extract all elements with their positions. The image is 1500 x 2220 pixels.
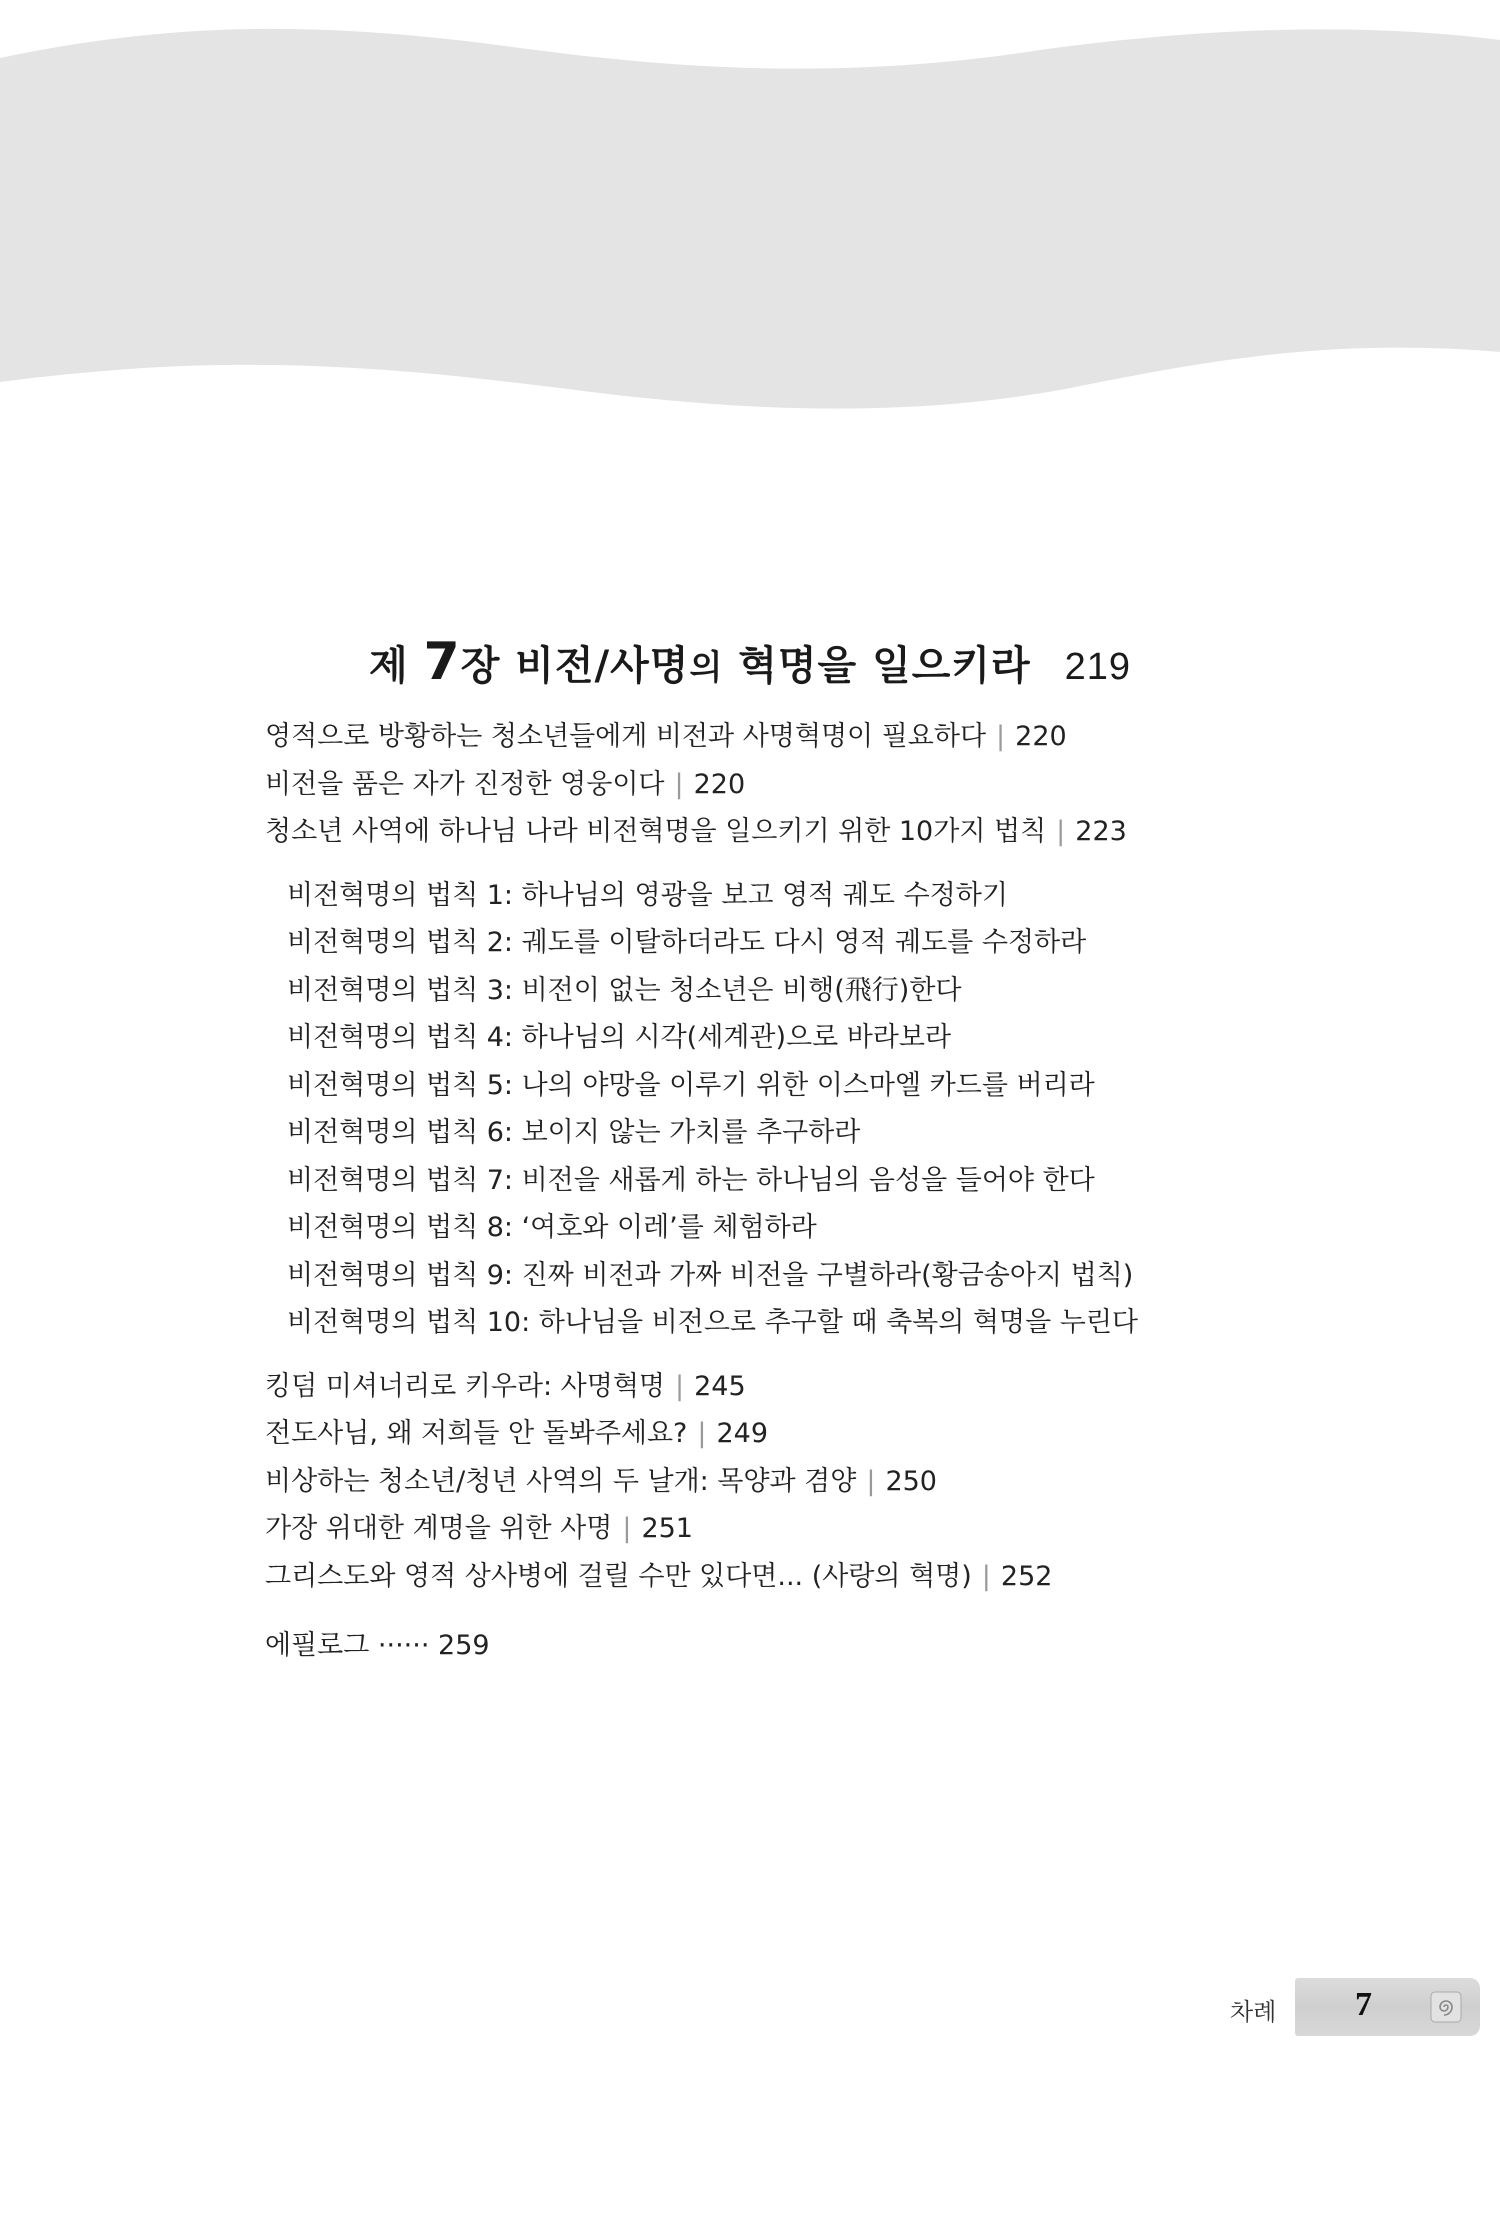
epilogue-page: 259 xyxy=(438,1630,490,1661)
toc-entry-page: 252 xyxy=(1000,1560,1053,1592)
footer-section-label: 차례 xyxy=(1230,1998,1277,2026)
toc-entry-page: 251 xyxy=(641,1513,693,1544)
toc-entry-title: 청소년 사역에 하나님 나라 비전혁명을 일으키기 위한 10가지 법칙 xyxy=(265,816,1047,847)
toc-subentry[interactable]: 비전혁명의 법칙 1: 하나님의 영광을 보고 영적 궤도 수정하기 xyxy=(287,879,1008,911)
toc-epilogue[interactable] xyxy=(265,1622,1265,1670)
toc-subentry[interactable]: 비전혁명의 법칙 5: 나의 야망을 이루기 위한 이스마엘 카드를 버리라 xyxy=(287,1069,1095,1101)
table-of-contents xyxy=(265,713,1265,1670)
toc-entry-title: 그리스도와 영적 상사병에 걸릴 수만 있다면... (사랑의 혁명) xyxy=(265,1560,972,1592)
page-separator: | xyxy=(697,1418,707,1449)
page-number-tab xyxy=(1295,1978,1480,2036)
toc-subentry[interactable]: 비전혁명의 법칙 8: ‘여호와 이레’를 체험하라 xyxy=(287,1212,817,1243)
page-number: 7 xyxy=(1355,1986,1372,2023)
toc-entry[interactable] xyxy=(265,1363,1265,1411)
toc-entry-page: 220 xyxy=(693,768,746,800)
swirl-icon xyxy=(1430,1991,1462,2023)
toc-subentry[interactable]: 비전혁명의 법칙 3: 비전이 없는 청소년은 비행(飛行)한다 xyxy=(287,974,962,1006)
chapter-title xyxy=(0,632,1500,692)
toc-entry-page: 249 xyxy=(716,1418,769,1449)
toc-entry-title: 비전을 품은 자가 진정한 영웅이다 xyxy=(265,768,665,800)
chapter-page: 219 xyxy=(1064,645,1132,688)
toc-entry-title: 킹덤 미셔너리로 키우라: 사명혁명 xyxy=(265,1370,665,1402)
page-separator: | xyxy=(674,768,684,800)
chapter-prefix: 제 xyxy=(368,642,409,689)
toc-subentry[interactable]: 비전혁명의 법칙 7: 비전을 새롭게 하는 하나님의 음성을 들어야 한다 xyxy=(287,1164,1095,1196)
toc-entry[interactable] xyxy=(265,1410,1265,1458)
chapter-title-part2: 의 xyxy=(689,647,724,688)
chapter-number: 7 xyxy=(423,631,461,692)
page-separator: | xyxy=(1056,816,1066,847)
page-separator: | xyxy=(996,721,1006,752)
chapter-title-part3: 혁명을 일으키라 xyxy=(723,642,1031,689)
toc-entry-title: 전도사님, 왜 저희들 안 돌봐주세요? xyxy=(265,1418,688,1449)
toc-entry-page: 250 xyxy=(885,1465,937,1497)
toc-entry-title: 비상하는 청소년/청년 사역의 두 날개: 목양과 겸양 xyxy=(265,1465,857,1497)
toc-subentry[interactable]: 비전혁명의 법칙 4: 하나님의 시각(세계관)으로 바라보라 xyxy=(287,1022,952,1053)
spacer xyxy=(265,1347,1265,1363)
header-wave-decoration xyxy=(0,0,1500,430)
toc-subentry[interactable]: 비전혁명의 법칙 10: 하나님을 비전으로 추구할 때 축복의 혁명을 누린다 xyxy=(287,1307,1138,1338)
toc-entry[interactable] xyxy=(265,808,1265,856)
page-separator: | xyxy=(675,1370,685,1402)
toc-subentry[interactable]: 비전혁명의 법칙 9: 진짜 비전과 가짜 비전을 구별하라(황금송아지 법칙) xyxy=(287,1259,1134,1291)
toc-subentry[interactable]: 비전혁명의 법칙 2: 궤도를 이탈하더라도 다시 영적 궤도를 수정하라 xyxy=(287,927,1087,958)
page-separator: | xyxy=(981,1560,991,1592)
page-separator: | xyxy=(866,1465,876,1497)
toc-entry-title: 영적으로 방황하는 청소년들에게 비전과 사명혁명이 필요하다 xyxy=(265,721,987,752)
toc-entry-title: 가장 위대한 계명을 위한 사명 xyxy=(265,1513,613,1544)
toc-entry[interactable] xyxy=(265,1505,1265,1553)
toc-entry[interactable] xyxy=(265,761,1265,809)
toc-entry[interactable] xyxy=(265,1553,1265,1601)
toc-entry-page: 223 xyxy=(1075,816,1127,847)
spacer xyxy=(265,1600,1265,1622)
toc-entry[interactable] xyxy=(265,1458,1265,1506)
leader-dots: ······ xyxy=(377,1630,430,1661)
page-separator: | xyxy=(622,1513,632,1544)
toc-entry-page: 220 xyxy=(1015,721,1067,752)
epilogue-title: 에필로그 xyxy=(265,1630,370,1661)
spacer xyxy=(265,856,1265,872)
toc-entry-page: 245 xyxy=(694,1370,746,1402)
toc-entry[interactable] xyxy=(265,713,1265,761)
chapter-title-part1: 장 비전/사명 xyxy=(460,642,690,689)
toc-subentry[interactable]: 비전혁명의 법칙 6: 보이지 않는 가치를 추구하라 xyxy=(287,1117,861,1148)
